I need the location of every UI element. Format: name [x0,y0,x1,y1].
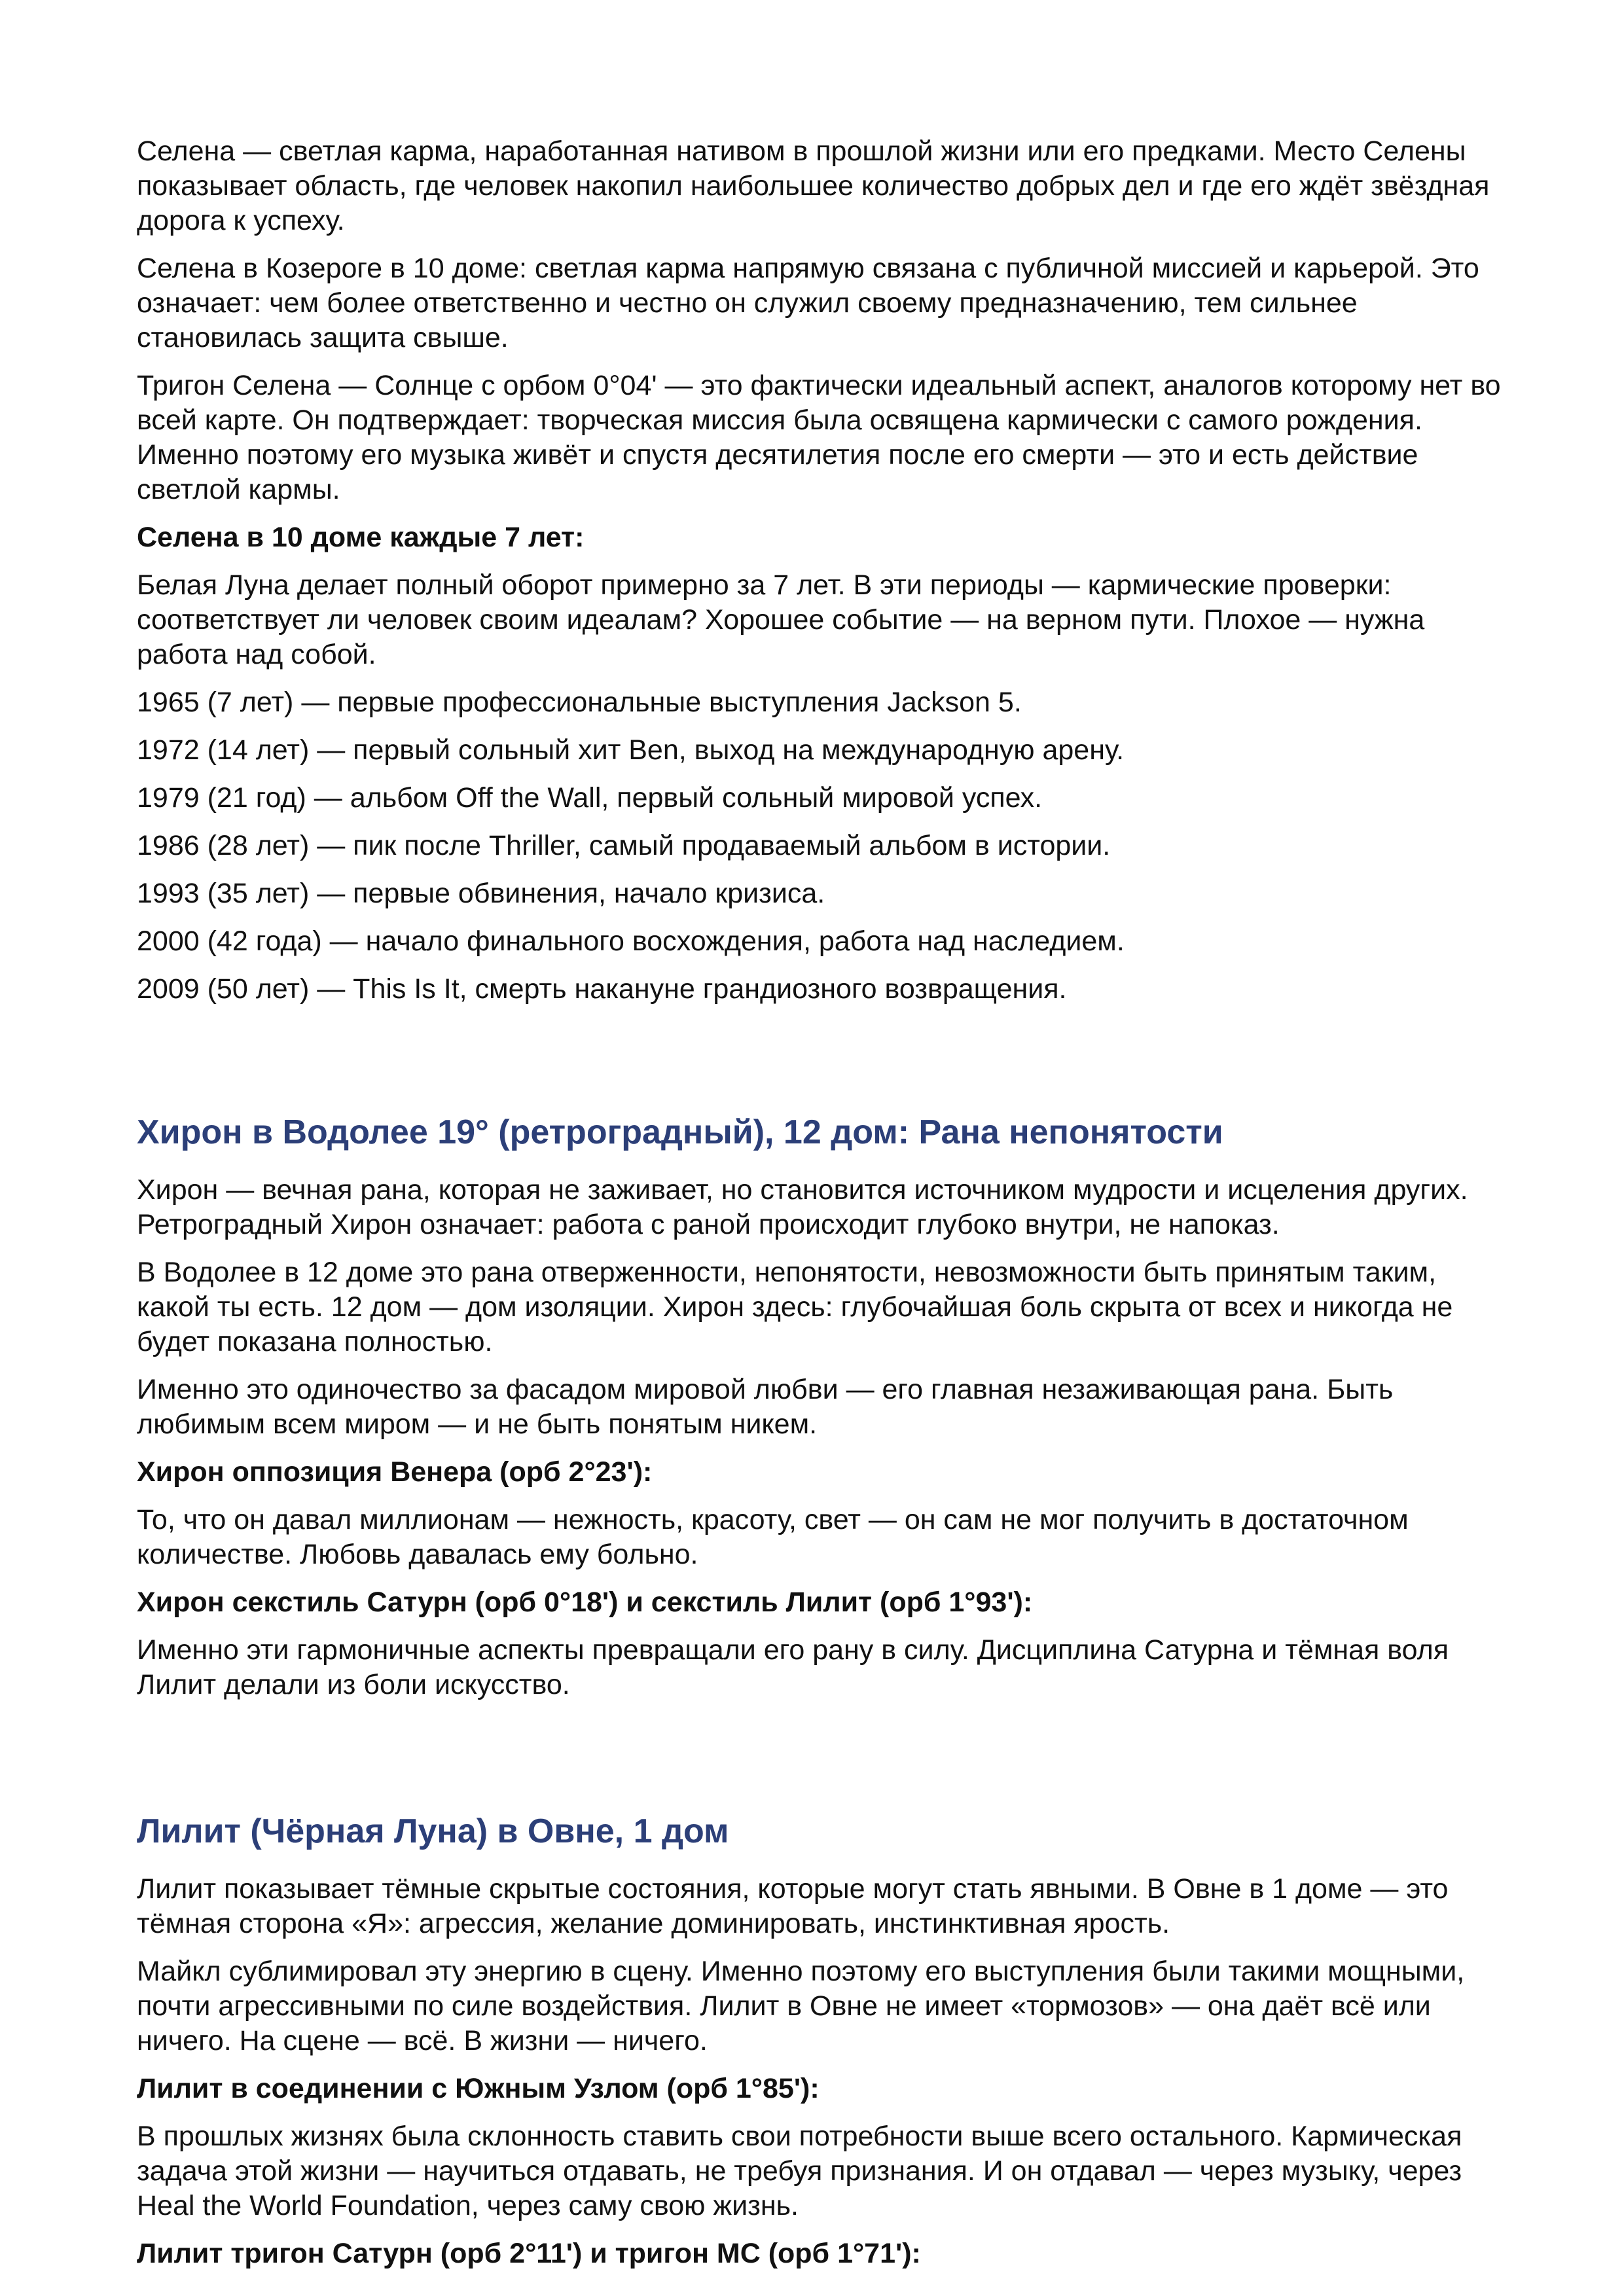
timeline-item-1972: 1972 (14 лет) — первый сольный хит Ben, выход на международную арену. [137,734,1125,766]
timeline-item-2009: 2009 (50 лет) — This Is It, смерть накануне грандиозного возвращения. [137,973,1067,1005]
chiron-saturn-lilith-text: Именно эти гармоничные аспекты превращали его рану в силу. Дисциплина Сатурна и тёмная воля Лилит делали из боли искусство. [137,1634,1449,1700]
chiron-heading: Хирон в Водолее 19° (ретроградный), 12 дом: Рана непонятости [137,1113,1223,1151]
section-spacer [137,1715,1511,1810]
lilith-heading: Лилит (Чёрная Луна) в Овне, 1 дом [137,1812,729,1850]
lilith-paragraph-1: Лилит показывает тёмные скрытые состояния, которые могут стать явными. В Овне в 1 доме — это тёмная сторона «Я»: агрессия, желание доминировать, инстинктивная ярость. [137,1873,1449,1939]
timeline-item-1979: 1979 (21 год) — альбом Off the Wall, первый сольный мировой успех. [137,782,1043,814]
selena-paragraph-2: Селена в Козероге в 10 доме: светлая карма напрямую связана с публичной миссией и карьерой. Это означает: чем более ответственно и честно он служил своему предназначению, тем сильнее становилась защита свыше. [137,253,1479,353]
chiron-section [137,1111,1511,1702]
selena-intro: Белая Луна делает полный оборот примерно за 7 лет. В эти периоды — кармические проверки: соответствует ли человек своим идеалам? Хорошее событие — на верном пути. Плохое — нужна работа над собой. [137,569,1425,670]
lilith-section [137,1810,1511,2271]
timeline-item-1986: 1986 (28 лет) — пик после Thriller, самый продаваемый альбом в истории. [137,830,1111,861]
section-spacer [137,1020,1511,1111]
chiron-subheading-venus: Хирон оппозиция Венера (орб 2°23'): [137,1456,653,1488]
lilith-paragraph-2: Майкл сублимировал эту энергию в сцену. Именно поэтому его выступления были такими мощными, почти агрессивными по силе воздействия. Лилит в Овне не имеет «тормозов» — она даёт всё или ничего. На сцене — всё. В жизни — ничего. [137,1956,1465,2056]
selena-paragraph-3: Тригон Селена — Солнце с орбом 0°04' — это фактически идеальный аспект, аналогов которому нет во всей карте. Он подтверждает: творческая миссия была освящена кармически с самого рождения. Именно поэтому его музыка живёт и спустя десятилетия после его смерти — это и есть действие светлой кармы. [137,370,1501,505]
chiron-venus-text: То, что он давал миллионам — нежность, красоту, свет — он сам не мог получить в достаточном количестве. Любовь давалась ему больно. [137,1504,1409,1570]
selena-subheading: Селена в 10 доме каждые 7 лет: [137,522,585,553]
selena-paragraph-1: Селена — светлая карма, наработанная нативом в прошлой жизни или его предками. Место Селены показывает область, где человек накопил наибольшее количество добрых дел и где его ждёт звёздная дорога к успеху. [137,135,1490,236]
chiron-subheading-saturn-lilith: Хирон секстиль Сатурн (орб 0°18') и секстиль Лилит (орб 1°93'): [137,1587,1033,1618]
timeline-item-2000: 2000 (42 года) — начало финального восхождения, работа над наследием. [137,925,1125,957]
lilith-subheading-south-node: Лилит в соединении с Южным Узлом (орб 1°85'): [137,2073,820,2104]
timeline-item-1965: 1965 (7 лет) — первые профессиональные выступления Jackson 5. [137,687,1022,718]
timeline-item-1993: 1993 (35 лет) — первые обвинения, начало кризиса. [137,878,825,909]
document-page [137,134,1511,2284]
chiron-paragraph-3: Именно это одиночество за фасадом мировой любви — его главная незаживающая рана. Быть любимым всем миром — и не быть понятым никем. [137,1374,1394,1440]
chiron-paragraph-1: Хирон — вечная рана, которая не заживает, но становится источником мудрости и исцеления других. Ретроградный Хирон означает: работа с раной происходит глубоко внутри, не напоказ. [137,1174,1468,1240]
selena-section [137,134,1511,1007]
lilith-south-node-text: В прошлых жизнях была склонность ставить свои потребности выше всего остального. Кармическая задача этой жизни — научиться отдавать, не требуя признания. И он отдавал — через музыку, через Heal the World Foundation, через саму свою жизнь. [137,2121,1462,2221]
chiron-paragraph-2: В Водолее в 12 доме это рана отверженности, непонятости, невозможности быть принятым таким, какой ты есть. 12 дом — дом изоляции. Хирон здесь: глубочайшая боль скрыта от всех и никогда не будет показана полностью. [137,1257,1453,1357]
lilith-subheading-saturn-mc: Лилит тригон Сатурн (орб 2°11') и тригон МС (орб 1°71'): [137,2238,921,2269]
